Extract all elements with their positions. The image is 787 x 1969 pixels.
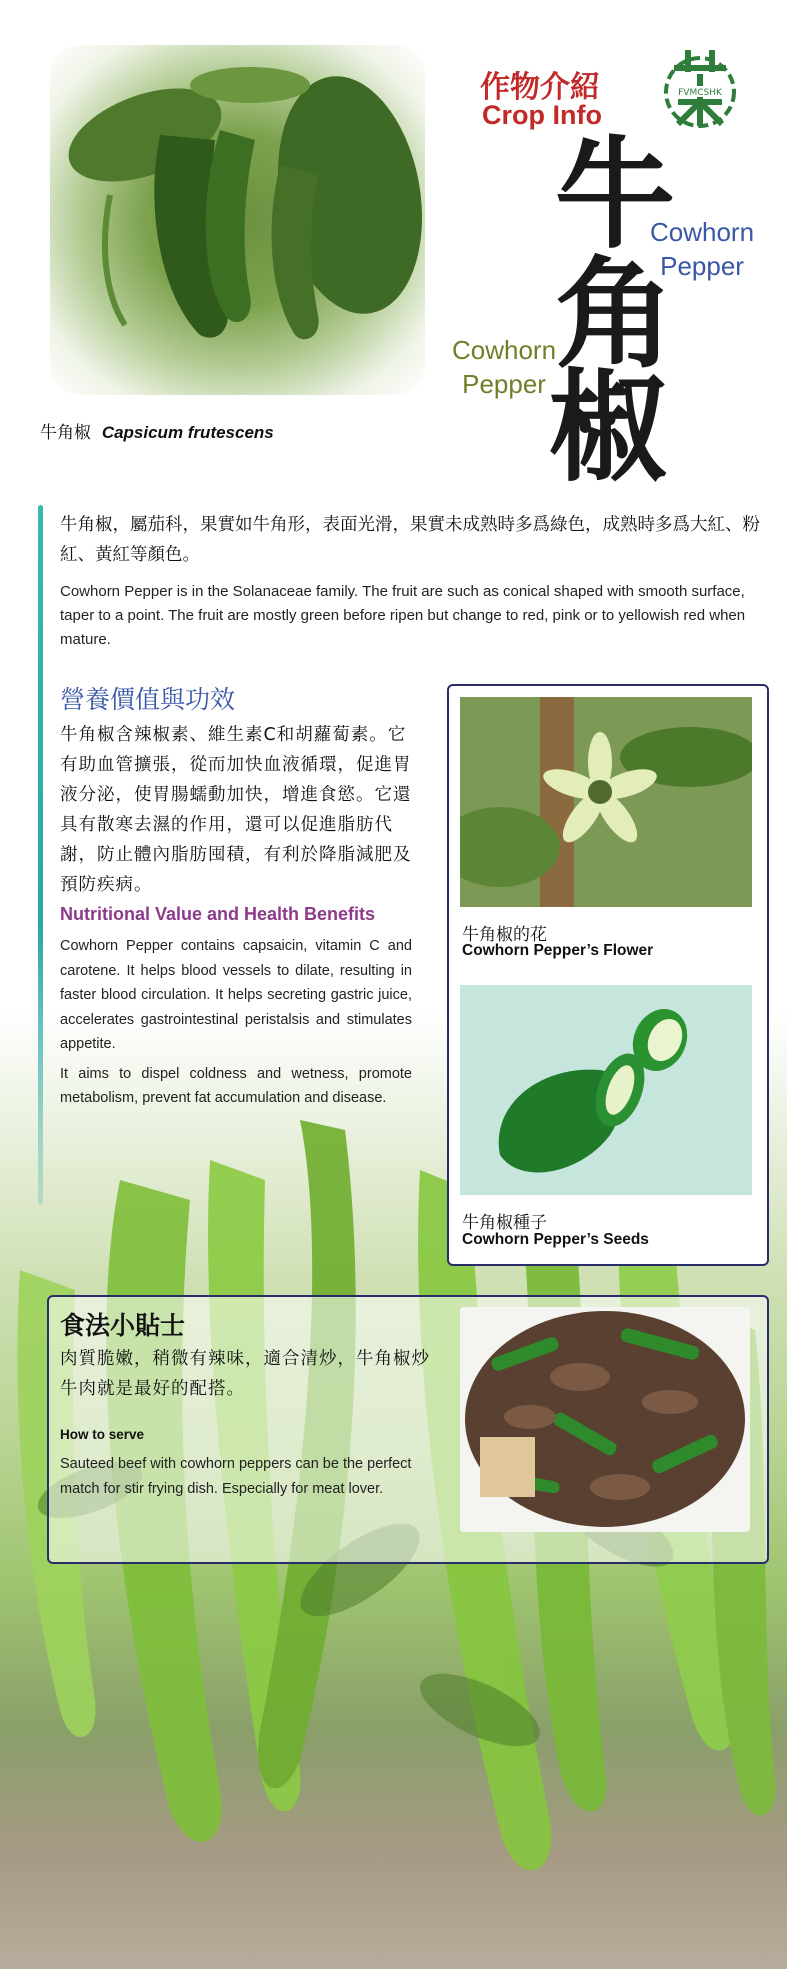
title-char-1: 牛 [555,124,675,265]
flower-photo [460,697,752,907]
how-to-serve-text: Sauteed beef with cowhorn peppers can be the perfect match for stir frying dish. Especially for meat lover. [60,1456,412,1497]
hero-pepper-plant-photo [50,45,425,395]
intro-en: Cowhorn Pepper is in the Solanaceae family. The fruit are such as conical shaped with smooth surface, taper to a point. The fruit are mostly green before ripen but change to red, pink or to yellowish red when mature. [60,583,746,648]
logo-text: FVMCSHK [678,88,722,98]
name-blue-line1: Cowhorn [650,217,755,247]
nutrition-title-zh: 營養價值與功效 [60,685,236,714]
title-char-2: 角 [555,244,675,385]
organization-logo [660,40,740,132]
nutrition-en-paragraph-2: It aims to dispel coldness and wetness, promote metabolism, prevent fat accumulation and disease. [60,1065,412,1106]
intro-zh: 牛角椒，屬茄科，果實如牛角形，表面光滑，果實未成熟時多爲綠色，成熟時多爲大紅、粉紅、黃紅等顏色。 [60,515,760,565]
name-blue [650,215,754,283]
seeds-caption-zh: 牛角椒種子 [462,1213,547,1233]
hero-caption [40,418,274,443]
name-blue-line2: Pepper [660,251,744,281]
how-to-serve-label: How to serve [60,1427,145,1442]
nutrition-title-en: Nutritional Value and Health Benefits [60,904,376,924]
stir-fry-dish-photo [460,1307,750,1532]
crop-info-zh: 作物介紹 [480,70,600,105]
seeds-photo [460,985,752,1195]
seeds-caption-en: Cowhorn Pepper’s Seeds [462,1231,649,1248]
hero-caption-latin: Capsicum frutescens [101,423,274,442]
flower-caption-en: Cowhorn Pepper’s Flower [462,942,654,959]
tips-title: 食法小貼士 [60,1311,186,1340]
title-char-3: 椒 [548,357,668,498]
crop-info-en: Crop Info [482,100,602,130]
nutrition-zh: 牛角椒含辣椒素、維生素C和胡蘿蔔素。它有助血管擴張，從而加快血液循環，促進胃液分泌，使胃腸蠕動加快，增進食慾。它還具有散寒去濕的作用，還可以促進脂肪代謝，防止體內脂肪囤積，有利於降脂減肥及預防疾病。 [60,725,412,895]
tips-zh: 肉質脆嫩，稍微有辣味，適合清炒，牛角椒炒牛肉就是最好的配搭。 [60,1349,430,1399]
accent-side-line [38,505,43,1205]
nutrition-en [60,934,412,1116]
nutrition-en-paragraph-1: Cowhorn Pepper contains capsaicin, vitamin C and carotene. It helps blood vessels to dilate, resulting in faster blood circulation. It helps secreting gastric juice, accelerates gastrointestinal peristalsis and stimulates appetite. [60,938,412,1052]
flower-caption-zh: 牛角椒的花 [462,925,547,945]
name-green-line1: Cowhorn [452,335,557,365]
hero-caption-zh: 牛角椒 [40,423,91,443]
name-green [452,333,556,401]
name-green-line2: Pepper [462,369,546,399]
